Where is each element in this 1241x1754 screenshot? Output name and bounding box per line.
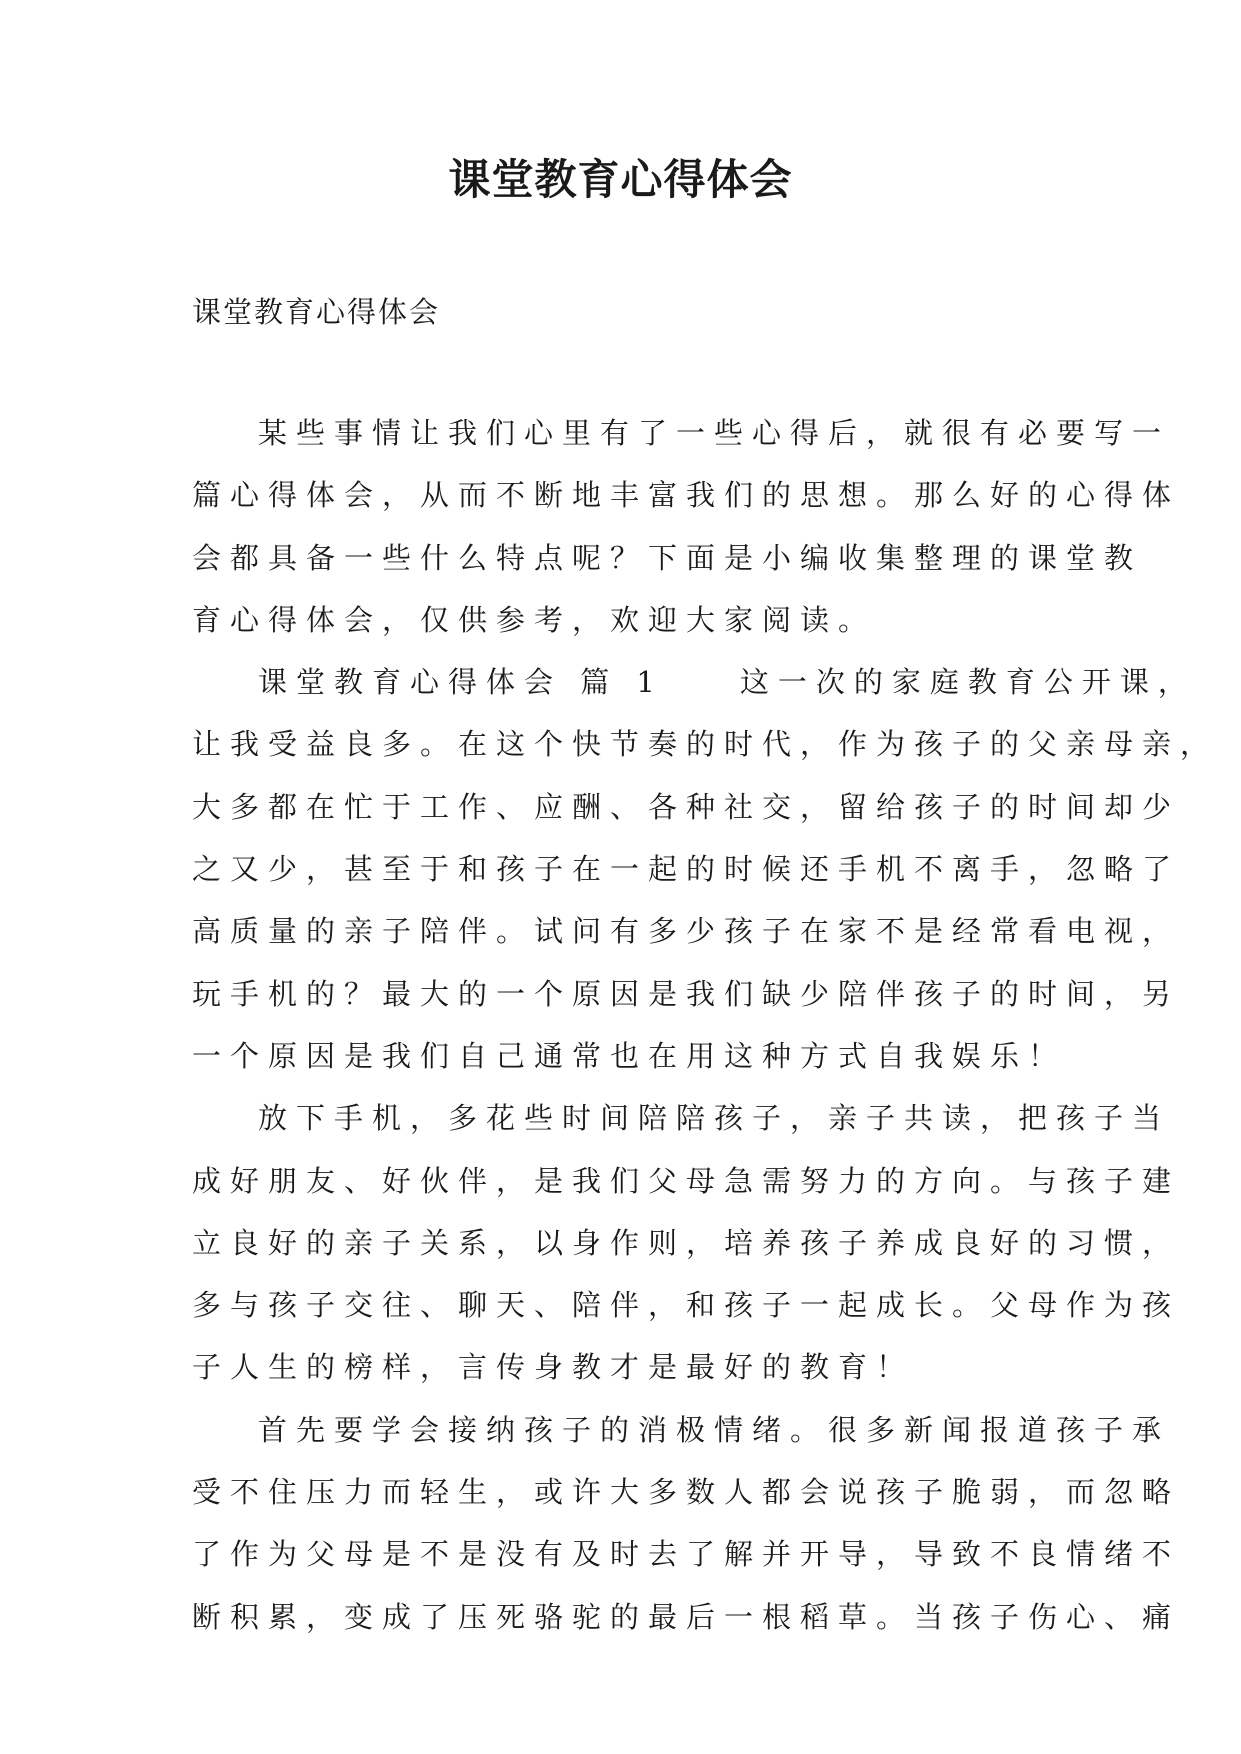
text-line: 大多都在忙于工作、应酬、各种社交，留给孩子的时间却少 bbox=[192, 789, 1181, 824]
text-line: 成好朋友、好伙伴，是我们父母急需努力的方向。与孩子建 bbox=[192, 1163, 1181, 1198]
text-line: 玩手机的？最大的一个原因是我们缺少陪伴孩子的时间，另 bbox=[192, 976, 1181, 1011]
text-line: 某些事情让我们心里有了一些心得后，就很有必要写一 bbox=[258, 416, 1171, 450]
text-line: 首先要学会接纳孩子的消极情绪。很多新闻报道孩子承 bbox=[258, 1412, 1171, 1447]
text-line: 多与孩子交往、聊天、陪伴，和孩子一起成长。父母作为孩 bbox=[192, 1288, 1181, 1323]
text-line: 了作为父母是不是没有及时去了解并开导，导致不良情绪不 bbox=[192, 1537, 1181, 1572]
document-subtitle: 课堂教育心得体会 bbox=[192, 295, 441, 329]
text-line: 一个原因是我们自己通常也在用这种方式自我娱乐！ bbox=[192, 1038, 1067, 1073]
text-line: 让我受益良多。在这个快节奏的时代，作为孩子的父亲母亲， bbox=[192, 727, 1219, 762]
text-line: 高质量的亲子陪伴。试问有多少孩子在家不是经常看电视， bbox=[192, 914, 1181, 949]
text-line: 育心得体会，仅供参考，欢迎大家阅读。 bbox=[192, 602, 877, 637]
text-line: 子人生的榜样，言传身教才是最好的教育！ bbox=[192, 1350, 915, 1385]
document-title: 课堂教育心得体会 bbox=[448, 155, 793, 204]
text-line: 放下手机，多花些时间陪陪孩子，亲子共读，把孩子当 bbox=[258, 1101, 1171, 1136]
text-line: 篇心得体会，从而不断地丰富我们的思想。那么好的心得体 bbox=[192, 478, 1181, 513]
text-line: 之又少，甚至于和孩子在一起的时候还手机不离手，忽略了 bbox=[192, 852, 1181, 887]
text-line: 会都具备一些什么特点呢？下面是小编收集整理的课堂教 bbox=[192, 540, 1143, 575]
document-body bbox=[192, 402, 1219, 1648]
text-line: 立良好的亲子关系，以身作则，培养孩子养成良好的习惯， bbox=[192, 1225, 1181, 1260]
text-line: 课堂教育心得体会 篇 1 这一次的家庭教育公开课， bbox=[258, 665, 1196, 700]
text-line: 断积累，变成了压死骆驼的最后一根稻草。当孩子伤心、痛 bbox=[192, 1599, 1181, 1634]
text-line: 受不住压力而轻生，或许大多数人都会说孩子脆弱，而忽略 bbox=[192, 1475, 1181, 1510]
